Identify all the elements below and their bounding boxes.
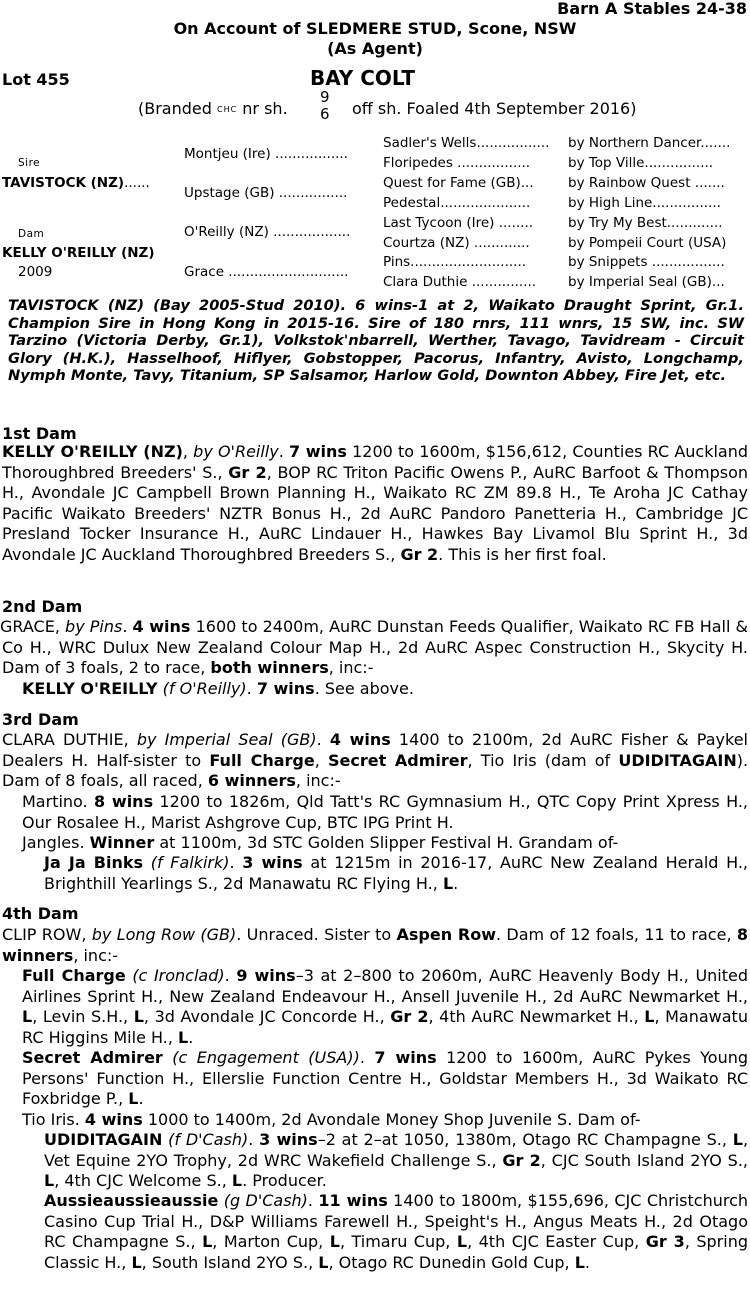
wins: 7 wins (256, 679, 315, 698)
record-text: . Dam of 12 foals, 11 to race, (496, 925, 732, 944)
record-text: , 4th CJC Welcome S., (54, 1171, 227, 1190)
fourth-dam-record (2, 925, 748, 966)
progeny-name: Jangles. (22, 833, 85, 852)
first-dam-heading: 1st Dam (2, 424, 77, 443)
record-text: , Marton Cup, (212, 1232, 324, 1251)
record-text: –3 at 2–800 to 2060m, AuRC Heavenly Body H., United Airlines Sprint H., New Zealand Endeavour H., Ansell Juvenile H., 2d AuRC Newmarket H., (22, 966, 749, 1006)
brand-number (320, 89, 330, 123)
listed-grade: L (133, 1007, 144, 1026)
progeny-secret-admirer: Secret Admirer (c Engagement (USA)). 7 wins 1200 to 1600m, AuRC Pykes Young Persons' Function H., Ellerslie Function Centre H., Goldstar Members H., 3d Waikato RC Foxbridge P., L. (22, 1048, 749, 1108)
second-dam-progeny: KELLY O'REILLY (f O'Reilly). 7 wins. See above. (22, 679, 414, 698)
record-text: , 4th CJC Easter Cup, (467, 1232, 640, 1251)
listed-grade: L (456, 1232, 468, 1251)
dam-label: Dam (18, 228, 45, 240)
group-grade: Gr 2 (400, 544, 439, 564)
brand-mid: nr sh. (242, 99, 288, 118)
record-text: , inc:- (295, 771, 341, 790)
record-text: , South Island 2YO S., (141, 1252, 314, 1272)
gen2-item: Grace ............................ (184, 264, 349, 280)
winners-count: 6 winners (207, 771, 296, 790)
wins: 3 wins (242, 853, 303, 872)
record-text: , 3d Avondale JC Concorde H., (143, 1007, 385, 1026)
wins: 8 wins (93, 792, 154, 811)
progeny-name: Martino. (22, 792, 88, 811)
sire-name (2, 175, 150, 191)
sire-dots: ...... (124, 175, 150, 191)
progeny-sire: (f O'Reilly) (162, 679, 247, 698)
progeny-sire: (f Falkirk) (150, 853, 230, 872)
gen3-item: Courtza (NZ) ............. (383, 235, 530, 251)
progeny-sire: (c Ironclad) (132, 966, 225, 985)
gen3-item: Last Tycoon (Ire) ........ (383, 215, 534, 231)
horse-description: BAY COLT (310, 66, 416, 90)
wins: 4 wins (132, 617, 191, 636)
record-text: , Manawatu RC Higgins Mile H., (22, 1007, 748, 1047)
progeny-name: Ja Ja Binks (44, 853, 144, 872)
record-text: 1600 to 2400m, AuRC Dunstan Feeds Qualifier, Waikato RC FB Hall & Co H., WRC Dulux New Zealand Colour Map H., 2d AuRC Aspec Construction H., Skycity H. Dam of 3 foals, 2 to race, (2, 617, 749, 677)
wins: 3 wins (259, 1130, 318, 1149)
progeny-name: Secret Admirer (22, 1048, 163, 1067)
record-text: 1200 to 1826m, Qld Tatt's RC Gymnasium H., QTC Copy Print Xpress H., Our Rosalee H., Marist Ashgrove Cup, BTC IPG Print H. (22, 792, 748, 832)
wins: 11 wins (318, 1191, 388, 1210)
record-text: . Producer. (242, 1171, 327, 1190)
wins: 4 wins (329, 730, 391, 749)
progeny-sire: (g D'Cash) (223, 1191, 308, 1210)
vendor-account: On Account of SLEDMERE STUD, Scone, NSW (173, 19, 577, 38)
progeny-aussieaussieaussie: Aussieaussieaussie (g D'Cash). 11 wins 1400 to 1800m, $155,696, CJC Christchurch Casino Cup Trial H., D&P Williams Farewell H., Speight's H., Angus Meats H., 2d Otago RC Champagne S., L, Marton Cup, L, Timaru Cup, L, 4th CJC Easter Cup, Gr 3, Spring Classic H., L, South Island 2YO S., L, Otago RC Dunedin Gold Cup, L. (44, 1191, 749, 1272)
dam-sire: by O'Reilly (193, 442, 279, 461)
listed-grade: L (131, 1252, 142, 1272)
group-grade: Gr 2 (228, 462, 267, 482)
record-text: , Tio Iris (dam of (467, 750, 611, 770)
gen4-item: by Rainbow Quest ....... (568, 175, 725, 191)
dam-sire: by Long Row (GB) (91, 925, 237, 944)
winners-count: 8 winners (2, 925, 749, 965)
record-text: . This is her first foal. (438, 544, 607, 564)
sire-name-text: TAVISTOCK (NZ) (2, 175, 125, 191)
listed-grade: L (178, 1027, 189, 1047)
record-text: . (584, 1252, 591, 1272)
first-dam-record: KELLY O'REILLY (NZ), by O'Reilly. 7 wins 1200 to 1600m, $156,612, Counties RC Auckland Thoroughbred Breeders' S., Gr 2, BOP RC Triton Pacific Owens P., AuRC Barfoot & Thompson H., Avondale JC Campbell Brown Planning H., Waikato RC ZM 89.8 H., Te Aroha JC Cathay Pacific Waikato Breeders' NZTR Bonus H., 2d AuRC Pandoro Panetteria H., Cambridge JC Presland Tocker Insurance H., AuRC Lindauer H., Hawkes Bay Livamol Blu Sprint H., 3d Avondale JC Auckland Thoroughbred Breeders S., Gr 2. This is her first foal. (2, 442, 749, 564)
listed-grade: L (644, 1007, 655, 1026)
brand-mark: CHC (217, 105, 238, 114)
record-text: . See above. (314, 679, 414, 698)
record-text: , CJC South Island 2YO S., (540, 1150, 748, 1170)
dam-name: CLARA DUTHIE, (2, 730, 129, 749)
record-text: , inc:- (73, 945, 119, 965)
agent-note: (As Agent) (327, 39, 423, 58)
progeny-name: Tio Iris. (22, 1110, 80, 1129)
record-text: , Vet Equine 2YO Trophy, 2d WRC Wakefield Challenge S., (44, 1130, 749, 1170)
sire-label: Sire (18, 157, 41, 169)
record-text: ). Dam of 8 foals, all raced, (2, 750, 749, 790)
brand-info (138, 99, 288, 118)
progeny-udiditagain: UDIDITAGAIN (f D'Cash). 3 wins–2 at 2–at 1050, 1380m, Otago RC Champagne S., L, Vet Equine 2YO Trophy, 2d WRC Wakefield Challenge S., Gr 2, CJC South Island 2YO S., L, 4th CJC Welcome S., L. Producer. (44, 1130, 749, 1190)
group-grade: Gr 2 (390, 1007, 429, 1026)
record-text: , Timaru Cup, (339, 1232, 451, 1251)
listed-grade: L (44, 1171, 55, 1190)
wins: 7 wins (288, 442, 347, 461)
brand-number-bottom: 6 (320, 105, 330, 123)
listed-grade: L (329, 1232, 340, 1251)
relative-name: UDIDITAGAIN (618, 750, 737, 770)
record-text: , (314, 750, 320, 770)
record-text: , inc:- (328, 658, 374, 677)
wins: 7 wins (374, 1048, 437, 1067)
third-dam-record: CLARA DUTHIE, by Imperial Seal (GB). 4 wins 1400 to 2100m, 2d AuRC Fisher & Paykel Dealers H. Half-sister to Full Charge, Secret Admirer, Tio Iris (dam of UDIDITAGAIN). Dam of 8 foals, all raced, 6 winners, inc:- (2, 730, 749, 790)
wins: 9 wins (236, 966, 296, 985)
brand-number-top: 9 (320, 88, 330, 106)
sire-summary: TAVISTOCK (NZ) (Bay 2005-Stud 2010). 6 wins-1 at 2, Waikato Draught Sprint, Gr.1. Champion Sire in Hong Kong in 2015-16. Sire of 180 rnrs, 111 wnrs, 15 SW, inc. SW Tarzino (Victoria Derby, Gr.1), Volkstok'nbarrell, Werther, Tavago, Tavidream - Circuit Glory (H.K.), Hasselhoof, Hiflyer, Gobstopper, Pacorus, Infantry, Avisto, Longchamp, Nymph Monte, Tavy, Titanium, SP Salsamor, Harlow Gold, Downton Abbey, Fire Jet, etc. (8, 297, 744, 385)
wins: Winner (89, 833, 155, 852)
progeny-name: Full Charge (22, 966, 126, 985)
record-text: 1400 to 2100m, 2d AuRC Fisher & Paykel Dealers H. Half-sister to (2, 730, 748, 770)
gen4-item: by Northern Dancer....... (568, 135, 731, 151)
record-text: , 4th AuRC Newmarket H., (428, 1007, 639, 1026)
progeny-sire: (f D'Cash) (168, 1130, 249, 1149)
gen3-item: Pedestal..................... (383, 195, 531, 211)
gen2-item: Upstage (GB) ................ (184, 185, 348, 201)
dam-year: 2009 (18, 264, 53, 280)
listed-grade: L (442, 873, 454, 893)
progeny-jangles (22, 833, 748, 854)
gen3-item: Clara Duthie ............... (383, 274, 537, 290)
record-text: 1400 to 1800m, $155,696, CJC Christchurch Casino Cup Trial H., D&P Williams Farewell H., Speight's H., Angus Meats H., 2d Otago RC Champagne S., (44, 1191, 749, 1251)
wins: 4 wins (84, 1110, 143, 1129)
listed-grade: L (574, 1252, 585, 1272)
record-text: –2 at 2–at 1050, 1380m, Otago RC Champagne S., (317, 1130, 727, 1149)
gen4-item: by High Line................ (568, 195, 721, 211)
group-grade: Gr 3 (645, 1232, 685, 1251)
record-text: , Spring Classic H., (44, 1232, 749, 1272)
listed-grade: L (202, 1232, 213, 1251)
progeny-name: KELLY O'REILLY (22, 679, 158, 698)
dam-name: KELLY O'REILLY (NZ) (2, 245, 155, 261)
relative-name: Secret Admirer (327, 750, 468, 770)
group-grade: Gr 2 (502, 1150, 541, 1170)
record-text: at 1215m in 2016-17, AuRC New Zealand Herald H., Brighthill Yearlings S., 2d Manawatu RC Flying H., (44, 853, 749, 893)
winners-count: both winners (210, 658, 329, 677)
listed-grade: L (128, 1089, 139, 1108)
barn-location: Barn A Stables 24-38 (557, 0, 747, 18)
progeny-name: UDIDITAGAIN (44, 1130, 163, 1149)
progeny-ja-ja-binks: Ja Ja Binks (f Falkirk). 3 wins at 1215m in 2016-17, AuRC New Zealand Herald H., Brighthill Yearlings S., 2d Manawatu RC Flying H., L. (44, 853, 749, 893)
dam-name: KELLY O'REILLY (NZ) (2, 442, 183, 461)
record-text: at 1100m, 3d STC Golden Slipper Festival H. Grandam of- (159, 833, 619, 852)
second-dam-heading: 2nd Dam (2, 597, 83, 616)
gen3-item: Quest for Fame (GB)... (383, 175, 534, 191)
gen2-item: Montjeu (Ire) ................. (184, 146, 348, 162)
record-text: 1000 to 1400m, 2d Avondale Money Shop Juvenile S. Dam of- (147, 1110, 641, 1129)
foaling-info: off sh. Foaled 4th September 2016) (352, 99, 637, 118)
brand-pre: (Branded (138, 99, 212, 118)
listed-grade: L (22, 1007, 33, 1026)
gen3-item: Floripedes ................. (383, 155, 531, 171)
gen3-item: Pins........................... (383, 254, 527, 270)
progeny-full-charge: Full Charge (c Ironclad). 9 wins–3 at 2–800 to 2060m, AuRC Heavenly Body H., United Airlines Sprint H., New Zealand Endeavour H., Ansell Juvenile H., 2d AuRC Newmarket H., L, Levin S.H., L, 3d Avondale JC Concorde H., Gr 2, 4th AuRC Newmarket H., L, Manawatu RC Higgins Mile H., L. (22, 966, 749, 1047)
record-text: . (188, 1027, 194, 1047)
record-text: , Levin S.H., (32, 1007, 129, 1026)
second-dam-record: GRACE, by Pins. 4 wins 1600 to 2400m, AuRC Dunstan Feeds Qualifier, Waikato RC FB Hall & Co H., WRC Dulux New Zealand Colour Map H., 2d AuRC Aspec Construction H., Skycity H. Dam of 3 foals, 2 to race, both winners, inc:- (0, 617, 749, 677)
gen4-item: by Pompeii Court (USA) (568, 235, 727, 251)
record-text: , Otago RC Dunedin Gold Cup, (328, 1252, 570, 1272)
progeny-sire: (c Engagement (USA)) (172, 1048, 360, 1067)
listed-grade: L (318, 1252, 329, 1272)
dam-sire: by Pins (65, 617, 123, 636)
dam-name: CLIP ROW, (2, 925, 87, 944)
gen4-item: by Imperial Seal (GB)... (568, 274, 725, 290)
fourth-dam-heading: 4th Dam (2, 904, 79, 923)
record-text: . (453, 873, 459, 893)
gen4-item: by Snippets ................. (568, 254, 725, 270)
record-text: . Unraced. Sister to (236, 925, 392, 944)
progeny-tio-iris (22, 1110, 748, 1131)
relative-name: Aspen Row (396, 925, 496, 944)
listed-grade: L (231, 1171, 243, 1190)
relative-name: Full Charge (209, 750, 315, 770)
progeny-martino (22, 792, 748, 833)
record-text: 1200 to 1600m, AuRC Pykes Young Persons' Function H., Ellerslie Function Centre H., Goldstar Members H., 3d Waikato RC Foxbridge P., (22, 1048, 749, 1108)
lot-number: Lot 455 (2, 70, 70, 89)
gen4-item: by Top Ville................ (568, 155, 714, 171)
record-text: 1200 to 1600m, $156,612, Counties RC Auckland Thoroughbred Breeders' S., (2, 442, 749, 482)
gen3-item: Sadler's Wells................. (383, 135, 550, 151)
record-text: , BOP RC Triton Pacific Owens P., AuRC Barfoot & Thompson H., Avondale JC Campbell Brown Planning H., Waikato RC ZM 89.8 H., Te Aroha JC Cathay Pacific Waikato Breeders' NZTR Bonus H., 2d AuRC Pandoro Panetteria H., Cambridge JC Presland Tocker Insurance H., AuRC Lindauer H., Hawkes Bay Livamol Blu Sprint H., 3d Avondale JC Auckland Thoroughbred Breeders S., (2, 462, 749, 564)
record-text: . (138, 1089, 144, 1108)
gen4-item: by Try My Best............. (568, 215, 723, 231)
gen2-item: O'Reilly (NZ) .................. (184, 224, 351, 240)
listed-grade: L (732, 1130, 743, 1149)
dam-sire: by Imperial Seal (GB) (136, 730, 317, 749)
dam-name: GRACE, (0, 617, 60, 636)
progeny-name: Aussieaussieaussie (44, 1191, 219, 1210)
third-dam-heading: 3rd Dam (2, 710, 79, 729)
